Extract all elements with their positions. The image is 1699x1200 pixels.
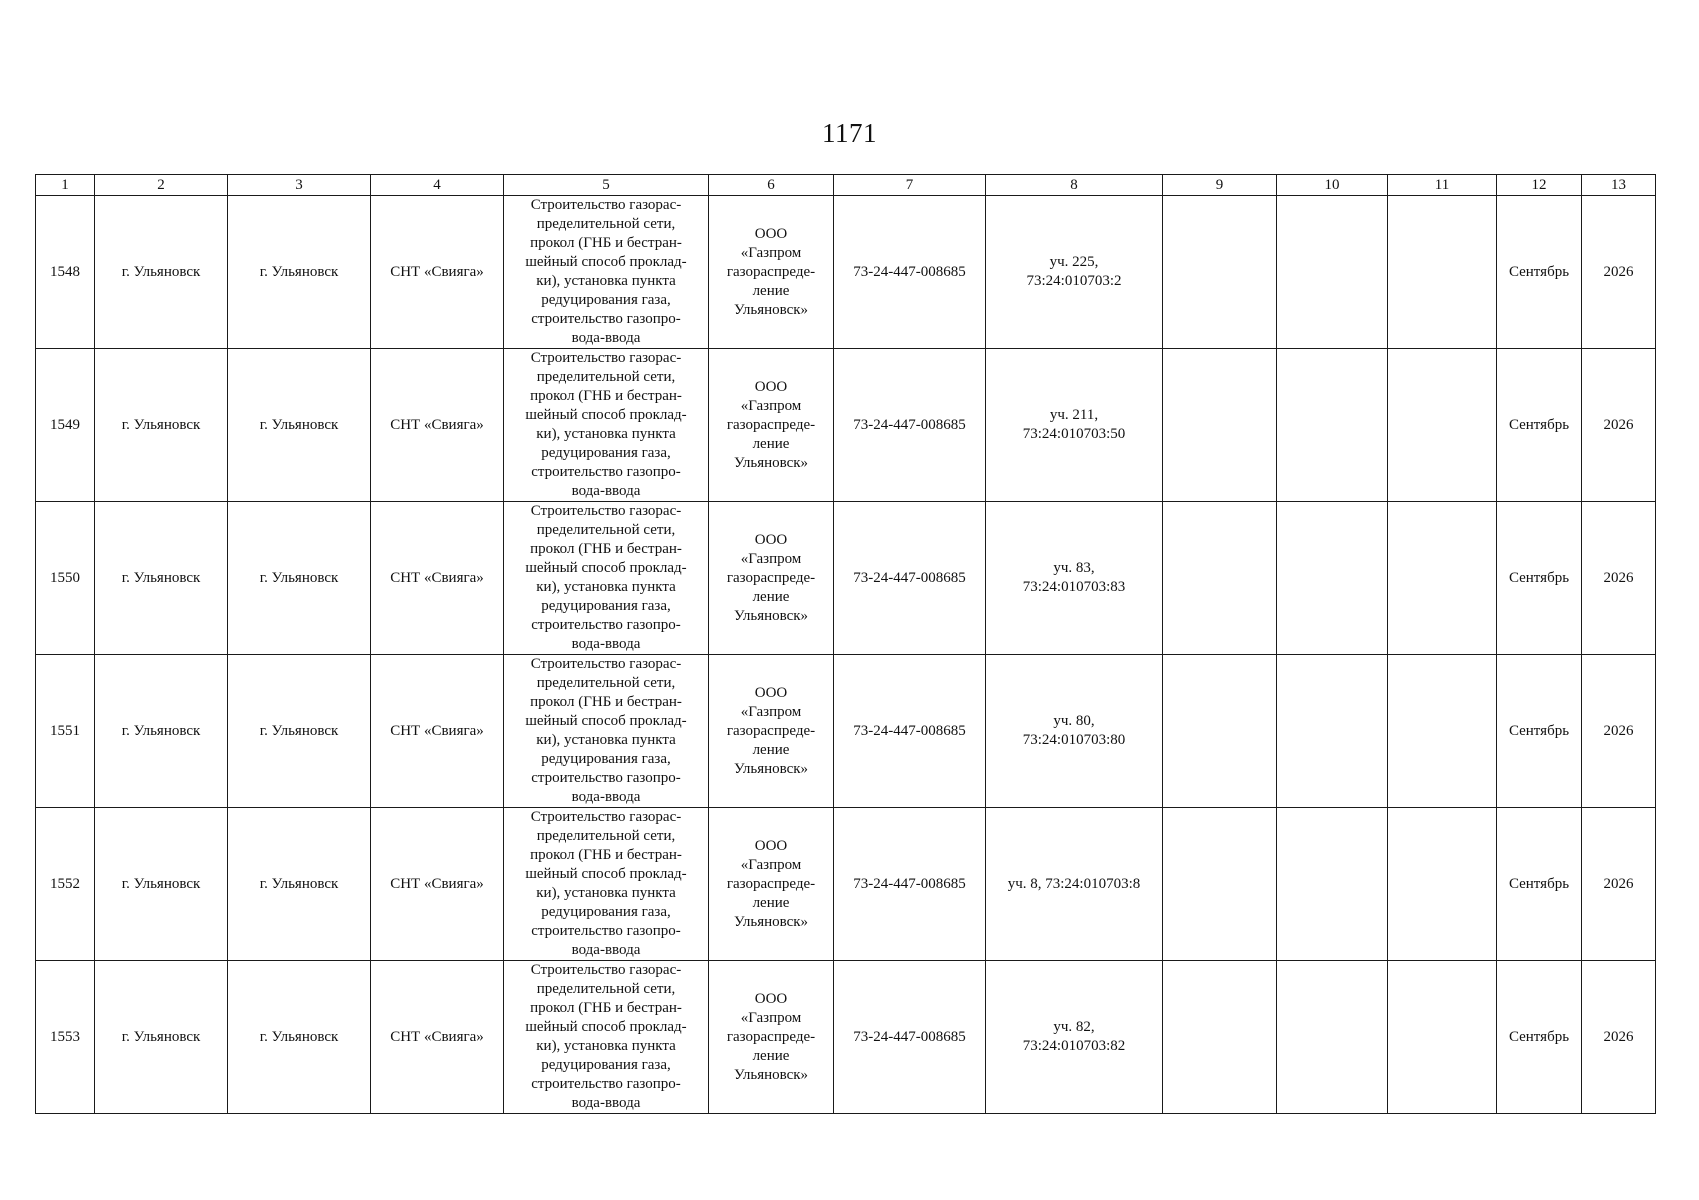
plot-line: 73:24:010703:82: [1022, 1038, 1126, 1054]
work-line: редуцирования газа,: [541, 445, 671, 461]
plot-cell: [986, 349, 1163, 502]
work-line: строительство газопро-: [531, 923, 681, 939]
district-cell: г. Ульяновск: [228, 349, 371, 502]
district-cell: г. Ульяновск: [228, 655, 371, 808]
org-line: ООО: [754, 225, 788, 242]
work-line: вода-ввода: [571, 789, 641, 805]
work-line: ки), установка пункта: [536, 1038, 676, 1054]
work-line: ки), установка пункта: [536, 885, 676, 901]
work-line: Строительство газорас-: [530, 503, 682, 519]
column-header-11: 11: [1388, 175, 1497, 196]
work-description-cell: [504, 502, 709, 655]
org-line: Ульяновск»: [733, 454, 809, 471]
org-line: «Газпром: [740, 703, 802, 720]
column-header-5: 5: [504, 175, 709, 196]
column-header-2: 2: [95, 175, 228, 196]
month-cell: Сентябрь: [1497, 808, 1582, 961]
org-line: газораспреде-: [726, 569, 816, 586]
organization-cell: [709, 808, 834, 961]
code-cell: 73-24-447-008685: [834, 502, 986, 655]
work-line: редуцирования газа,: [541, 904, 671, 920]
column-header-13: 13: [1582, 175, 1656, 196]
work-line: редуцирования газа,: [541, 598, 671, 614]
work-line: шейный способ проклад-: [525, 713, 687, 729]
table-row: [36, 655, 1656, 808]
plot-line: уч. 225,: [1049, 254, 1099, 270]
org-line: Ульяновск»: [733, 301, 809, 318]
column-9-cell: [1163, 502, 1277, 655]
column-10-cell: [1277, 196, 1388, 349]
work-line: прокол (ГНБ и бестран-: [530, 694, 682, 710]
column-header-9: 9: [1163, 175, 1277, 196]
work-description-cell: [504, 808, 709, 961]
org-line: Ульяновск»: [733, 1066, 809, 1083]
work-line: ки), установка пункта: [536, 273, 676, 289]
column-10-cell: [1277, 655, 1388, 808]
plot-line: уч. 80,: [1053, 713, 1095, 729]
org-line: «Газпром: [740, 1009, 802, 1026]
work-line: пределительной сети,: [536, 216, 676, 232]
row-number: 1553: [36, 961, 95, 1114]
organization-cell: [709, 961, 834, 1114]
column-header-7: 7: [834, 175, 986, 196]
month-cell: Сентябрь: [1497, 196, 1582, 349]
org-line: «Газпром: [740, 244, 802, 261]
work-line: прокол (ГНБ и бестран-: [530, 388, 682, 404]
column-11-cell: [1388, 502, 1497, 655]
work-line: строительство газопро-: [531, 1076, 681, 1092]
work-line: Строительство газорас-: [530, 350, 682, 366]
plot-line: уч. 83,: [1053, 560, 1095, 576]
column-10-cell: [1277, 961, 1388, 1114]
year-cell: 2026: [1582, 655, 1656, 808]
code-cell: 73-24-447-008685: [834, 196, 986, 349]
year-cell: 2026: [1582, 196, 1656, 349]
header-row: [36, 175, 1656, 196]
code-cell: 73-24-447-008685: [834, 655, 986, 808]
work-line: редуцирования газа,: [541, 292, 671, 308]
row-number: 1550: [36, 502, 95, 655]
column-10-cell: [1277, 808, 1388, 961]
work-line: Строительство газорас-: [530, 809, 682, 825]
plot-line: 73:24:010703:50: [1022, 426, 1126, 442]
work-line: вода-ввода: [571, 483, 641, 499]
work-line: Строительство газорас-: [530, 962, 682, 978]
column-11-cell: [1388, 349, 1497, 502]
work-line: шейный способ проклад-: [525, 866, 687, 882]
column-9-cell: [1163, 655, 1277, 808]
work-description-cell: [504, 655, 709, 808]
org-line: «Газпром: [740, 856, 802, 873]
plot-cell: [986, 961, 1163, 1114]
settlement-cell: СНТ «Свияга»: [371, 655, 504, 808]
org-line: ление: [752, 588, 790, 605]
city-cell: г. Ульяновск: [95, 808, 228, 961]
org-line: ление: [752, 435, 790, 452]
column-10-cell: [1277, 349, 1388, 502]
work-line: строительство газопро-: [531, 617, 681, 633]
work-line: Строительство газорас-: [530, 197, 682, 213]
year-cell: 2026: [1582, 961, 1656, 1114]
work-description-cell: [504, 349, 709, 502]
district-cell: г. Ульяновск: [228, 502, 371, 655]
year-cell: 2026: [1582, 502, 1656, 655]
column-9-cell: [1163, 349, 1277, 502]
plot-line: уч. 211,: [1049, 407, 1099, 423]
column-header-10: 10: [1277, 175, 1388, 196]
organization-cell: [709, 655, 834, 808]
work-line: пределительной сети,: [536, 981, 676, 997]
row-number: 1551: [36, 655, 95, 808]
plot-cell: [986, 808, 1163, 961]
work-line: ки), установка пункта: [536, 732, 676, 748]
table-row: [36, 196, 1656, 349]
city-cell: г. Ульяновск: [95, 655, 228, 808]
column-header-12: 12: [1497, 175, 1582, 196]
org-line: Ульяновск»: [733, 760, 809, 777]
org-line: «Газпром: [740, 550, 802, 567]
plot-cell: [986, 502, 1163, 655]
work-line: вода-ввода: [571, 330, 641, 346]
district-cell: г. Ульяновск: [228, 961, 371, 1114]
column-11-cell: [1388, 655, 1497, 808]
city-cell: г. Ульяновск: [95, 961, 228, 1114]
work-line: шейный способ проклад-: [525, 407, 687, 423]
column-header-1: 1: [36, 175, 95, 196]
column-11-cell: [1388, 808, 1497, 961]
org-line: газораспреде-: [726, 722, 816, 739]
work-description-cell: [504, 961, 709, 1114]
org-line: ООО: [754, 531, 788, 548]
code-cell: 73-24-447-008685: [834, 808, 986, 961]
plot-line: 73:24:010703:83: [1022, 579, 1126, 595]
settlement-cell: СНТ «Свияга»: [371, 961, 504, 1114]
column-9-cell: [1163, 961, 1277, 1114]
year-cell: 2026: [1582, 349, 1656, 502]
code-cell: 73-24-447-008685: [834, 961, 986, 1114]
work-line: прокол (ГНБ и бестран-: [530, 1000, 682, 1016]
work-line: строительство газопро-: [531, 770, 681, 786]
organization-cell: [709, 502, 834, 655]
work-line: пределительной сети,: [536, 828, 676, 844]
work-line: вода-ввода: [571, 636, 641, 652]
work-line: прокол (ГНБ и бестран-: [530, 541, 682, 557]
page-number: 1171: [822, 118, 877, 148]
column-header-8: 8: [986, 175, 1163, 196]
plot-cell: [986, 655, 1163, 808]
table-row: [36, 502, 1656, 655]
registry-table: [35, 174, 1656, 1114]
column-header-4: 4: [371, 175, 504, 196]
org-line: ООО: [754, 684, 788, 701]
work-line: строительство газопро-: [531, 311, 681, 327]
work-line: ки), установка пункта: [536, 426, 676, 442]
org-line: газораспреде-: [726, 263, 816, 280]
table-header: [36, 175, 1656, 196]
settlement-cell: СНТ «Свияга»: [371, 808, 504, 961]
org-line: газораспреде-: [726, 1028, 816, 1045]
settlement-cell: СНТ «Свияга»: [371, 502, 504, 655]
plot-line: 73:24:010703:2: [1026, 273, 1122, 289]
month-cell: Сентябрь: [1497, 655, 1582, 808]
work-line: строительство газопро-: [531, 464, 681, 480]
organization-cell: [709, 196, 834, 349]
org-line: газораспреде-: [726, 875, 816, 892]
work-line: редуцирования газа,: [541, 1057, 671, 1073]
work-line: вода-ввода: [571, 1095, 641, 1111]
org-line: ООО: [754, 378, 788, 395]
column-header-3: 3: [228, 175, 371, 196]
row-number: 1549: [36, 349, 95, 502]
column-9-cell: [1163, 808, 1277, 961]
column-9-cell: [1163, 196, 1277, 349]
work-line: пределительной сети,: [536, 522, 676, 538]
work-line: шейный способ проклад-: [525, 254, 687, 270]
column-header-6: 6: [709, 175, 834, 196]
work-line: прокол (ГНБ и бестран-: [530, 847, 682, 863]
work-line: шейный способ проклад-: [525, 1019, 687, 1035]
org-line: газораспреде-: [726, 416, 816, 433]
work-line: шейный способ проклад-: [525, 560, 687, 576]
org-line: ООО: [754, 837, 788, 854]
plot-cell: [986, 196, 1163, 349]
row-number: 1548: [36, 196, 95, 349]
work-description-cell: [504, 196, 709, 349]
settlement-cell: СНТ «Свияга»: [371, 196, 504, 349]
work-line: пределительной сети,: [536, 675, 676, 691]
work-line: редуцирования газа,: [541, 751, 671, 767]
table-row: [36, 961, 1656, 1114]
column-10-cell: [1277, 502, 1388, 655]
org-line: ООО: [754, 990, 788, 1007]
plot-line: 73:24:010703:80: [1022, 732, 1126, 748]
org-line: Ульяновск»: [733, 913, 809, 930]
column-11-cell: [1388, 196, 1497, 349]
month-cell: Сентябрь: [1497, 961, 1582, 1114]
year-cell: 2026: [1582, 808, 1656, 961]
plot-line: уч. 8, 73:24:010703:8: [1007, 875, 1141, 892]
column-11-cell: [1388, 961, 1497, 1114]
plot-line: уч. 82,: [1053, 1019, 1095, 1035]
district-cell: г. Ульяновск: [228, 196, 371, 349]
table-body: [36, 196, 1656, 1114]
month-cell: Сентябрь: [1497, 349, 1582, 502]
work-line: вода-ввода: [571, 942, 641, 958]
row-number: 1552: [36, 808, 95, 961]
org-line: ление: [752, 741, 790, 758]
month-cell: Сентябрь: [1497, 502, 1582, 655]
work-line: прокол (ГНБ и бестран-: [530, 235, 682, 251]
organization-cell: [709, 349, 834, 502]
work-line: пределительной сети,: [536, 369, 676, 385]
work-line: Строительство газорас-: [530, 656, 682, 672]
org-line: «Газпром: [740, 397, 802, 414]
table-row: [36, 349, 1656, 502]
district-cell: г. Ульяновск: [228, 808, 371, 961]
table-row: [36, 808, 1656, 961]
org-line: ление: [752, 1047, 790, 1064]
code-cell: 73-24-447-008685: [834, 349, 986, 502]
city-cell: г. Ульяновск: [95, 349, 228, 502]
org-line: ление: [752, 282, 790, 299]
settlement-cell: СНТ «Свияга»: [371, 349, 504, 502]
org-line: ление: [752, 894, 790, 911]
city-cell: г. Ульяновск: [95, 196, 228, 349]
org-line: Ульяновск»: [733, 607, 809, 624]
work-line: ки), установка пункта: [536, 579, 676, 595]
city-cell: г. Ульяновск: [95, 502, 228, 655]
